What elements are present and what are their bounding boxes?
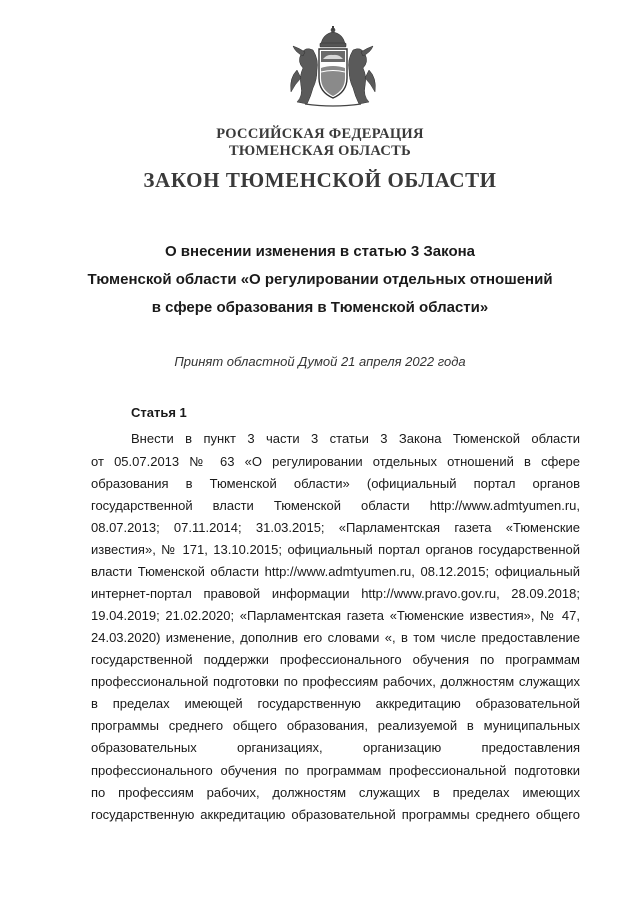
body-line: государственной поддержки профессионального обучения по программам	[91, 652, 580, 667]
body-line: в пределах имеющей государственную аккредитацию образовательной	[91, 696, 580, 711]
body-line: образовательных организациях, организацию предоставления	[91, 740, 580, 755]
body-line: по профессиям рабочих, должностям служащих в пределах имеющих	[91, 785, 580, 800]
body-line: 24.03.2020) изменение, дополнив его словами «, в том числе предоставление	[91, 630, 580, 645]
body-line: государственную аккредитацию образовательной программы среднего общего	[91, 807, 580, 822]
body-line: власти Тюменской области http://www.admtyumen.ru, 08.12.2015; официальный	[91, 564, 580, 579]
adoption-note: Принят областной Думой 21 апреля 2022 года	[174, 354, 466, 369]
body-line: государственной власти Тюменской области http://www.admtyumen.ru,	[91, 498, 580, 513]
header-region: ТЮМЕНСКАЯ ОБЛАСТЬ	[228, 143, 412, 159]
body-line: известия», № 171, 13.10.2015; официальный портал органов государственной	[91, 542, 580, 557]
body-line: 19.04.2019; 21.02.2020; «Парламентская газета «Тюменские известия», № 47,	[91, 608, 580, 623]
body-line: профессиональной подготовки по профессиям рабочих, должностям служащих	[91, 674, 580, 689]
body-line: образования в Тюменской области» (официальный портал органов	[91, 476, 580, 491]
body-line: программы среднего общего образования, реализуемой в муниципальных	[91, 718, 580, 733]
document-type-heading: ЗАКОН ТЮМЕНСКОЙ ОБЛАСТИ	[143, 168, 497, 192]
body-line: от 05.07.2013 № 63 «О регулировании отдельных отношений в сфере	[91, 454, 580, 469]
article-heading: Статья 1	[131, 405, 187, 420]
body-line: Внести в пункт 3 части 3 статьи 3 Закона Тюменской области	[131, 431, 580, 446]
body-line: интернет-портал правовой информации http://www.pravo.gov.ru, 28.09.2018;	[91, 586, 580, 601]
law-title-line: Тюменской области «О регулировании отдельных отношений	[87, 271, 553, 288]
law-title-line: в сфере образования в Тюменской области»	[151, 299, 489, 316]
law-title-line: О внесении изменения в статью 3 Закона	[164, 243, 476, 260]
coat-of-arms-emblem	[283, 26, 383, 108]
body-line: 08.07.2013; 07.11.2014; 31.03.2015; «Парламентская газета «Тюменские	[91, 520, 580, 535]
header-country: РОССИЙСКАЯ ФЕДЕРАЦИЯ	[216, 126, 424, 142]
body-line: профессионального обучения по программам профессиональной подготовки	[91, 763, 580, 778]
